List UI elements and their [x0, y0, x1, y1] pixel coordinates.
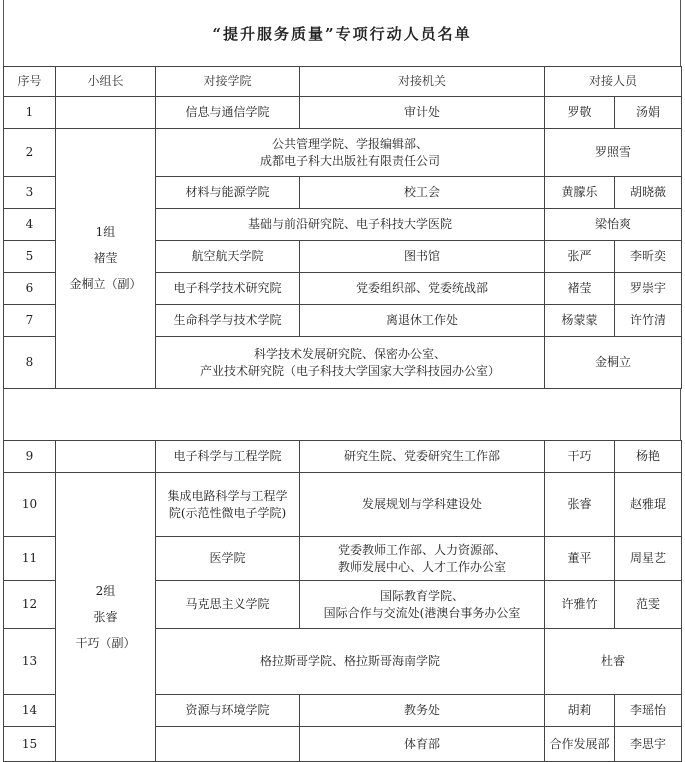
person-cell: 金桐立 — [545, 337, 682, 389]
row-no: 2 — [4, 129, 56, 177]
group-leader-cell — [56, 473, 156, 762]
person-cell: 胡晓薇 — [615, 177, 682, 209]
college-cell: 马克思主义学院 — [156, 581, 300, 629]
merged-line: 公共管理学院、学报编辑部、 — [271, 136, 428, 151]
table-header-row — [4, 67, 682, 97]
group-deputy: 干巧（副） — [75, 635, 136, 650]
row-no: 14 — [4, 695, 56, 727]
roster-table-group-1 — [3, 66, 682, 389]
merged-line: 科学技术发展研究院、保密办公室、 — [253, 346, 446, 361]
person-cell: 范雯 — [615, 581, 682, 629]
college-cell: 医学院 — [156, 537, 300, 581]
row-no: 12 — [4, 581, 56, 629]
college-cell: 电子科学技术研究院 — [156, 273, 300, 305]
group-name: 1组 — [95, 225, 116, 239]
leader-cell-empty — [56, 441, 156, 473]
person-cell: 李瑶怡 — [615, 695, 682, 727]
merged-cell — [156, 337, 545, 389]
college-line: 集成电路科学与工程学 — [167, 488, 288, 503]
college-cell: 电子科学与工程学院 — [156, 441, 300, 473]
college-cell: 航空航天学院 — [156, 241, 300, 273]
person-cell: 李昕奕 — [615, 241, 682, 273]
college-line: 院(示范性微电子学院) — [168, 505, 287, 520]
person-cell: 罗崇宇 — [615, 273, 682, 305]
person-cell: 杜睿 — [545, 629, 682, 695]
office-line: 教师发展中心、人才工作办公室 — [337, 559, 506, 574]
person-cell: 张睿 — [545, 473, 615, 537]
office-cell — [300, 537, 545, 581]
header-college: 对接学院 — [156, 67, 300, 97]
college-cell: 资源与环境学院 — [156, 695, 300, 727]
person-cell: 汤娟 — [615, 97, 682, 129]
person-cell: 许雅竹 — [545, 581, 615, 629]
table-row — [4, 473, 682, 537]
leader-cell-empty — [156, 727, 300, 762]
office-line: 国际合作与交流处(港澳台事务办公室 — [323, 605, 521, 620]
person-cell: 赵雅琨 — [615, 473, 682, 537]
person-cell: 许竹清 — [615, 305, 682, 337]
row-no: 4 — [4, 209, 56, 241]
table-row — [4, 441, 682, 473]
header-person: 对接人员 — [545, 67, 682, 97]
header-no: 序号 — [4, 67, 56, 97]
row-no: 9 — [4, 441, 56, 473]
leader-cell-empty — [56, 97, 156, 129]
person-cell: 黄朦乐 — [545, 177, 615, 209]
college-cell — [156, 473, 300, 537]
roster-document — [3, 0, 681, 761]
row-no: 15 — [4, 727, 56, 762]
header-office: 对接机关 — [300, 67, 545, 97]
row-no: 11 — [4, 537, 56, 581]
row-no: 1 — [4, 97, 56, 129]
person-cell: 梁怡爽 — [545, 209, 682, 241]
person-cell: 张严 — [545, 241, 615, 273]
office-cell: 校工会 — [300, 177, 545, 209]
office-cell: 离退休工作处 — [300, 305, 545, 337]
merged-cell — [156, 129, 545, 177]
office-cell — [300, 581, 545, 629]
person-cell: 干巧 — [545, 441, 615, 473]
college-cell: 材料与能源学院 — [156, 177, 300, 209]
header-leader: 小组长 — [56, 67, 156, 97]
person-cell: 罗照雪 — [545, 129, 682, 177]
table-gap — [3, 389, 681, 440]
office-line: 国际教育学院、 — [379, 588, 464, 603]
row-no: 7 — [4, 305, 56, 337]
group-leader-cell — [56, 129, 156, 389]
group-deputy: 金桐立（副） — [69, 277, 142, 291]
office-cell: 合作发展部 — [545, 727, 615, 762]
person-cell: 杨蒙蒙 — [545, 305, 615, 337]
row-no: 6 — [4, 273, 56, 305]
office-cell: 图书馆 — [300, 241, 545, 273]
row-no: 5 — [4, 241, 56, 273]
group-leader: 张睿 — [93, 609, 118, 624]
person-cell: 褚莹 — [545, 273, 615, 305]
merged-cell: 格拉斯哥学院、格拉斯哥海南学院 — [156, 629, 545, 695]
office-cell: 审计处 — [300, 97, 545, 129]
person-cell: 罗敬 — [545, 97, 615, 129]
person-cell: 杨艳 — [615, 441, 682, 473]
college-cell: 信息与通信学院 — [156, 97, 300, 129]
group-name: 2组 — [95, 583, 116, 598]
table-row — [4, 97, 682, 129]
office-line: 党委教师工作部、人力资源部、 — [337, 542, 506, 557]
group-leader: 褚莹 — [93, 251, 118, 265]
merged-line: 成都电子科大出版社有限责任公司 — [259, 153, 440, 168]
person-cell: 胡莉 — [545, 695, 615, 727]
office-cell: 党委组织部、党委统战部 — [300, 273, 545, 305]
document-title: “提升服务质量”专项行动人员名单 — [3, 0, 681, 66]
row-no: 13 — [4, 629, 56, 695]
row-no: 8 — [4, 337, 56, 389]
office-cell: 研究生院、党委研究生工作部 — [300, 441, 545, 473]
roster-table-group-2 — [3, 440, 682, 762]
person-cell: 周星艺 — [615, 537, 682, 581]
row-no: 3 — [4, 177, 56, 209]
college-cell: 体育部 — [300, 727, 545, 762]
row-no: 10 — [4, 473, 56, 537]
table-row — [4, 129, 682, 177]
merged-cell: 基础与前沿研究院、电子科技大学医院 — [156, 209, 545, 241]
college-cell: 生命科学与技术学院 — [156, 305, 300, 337]
person-cell: 董平 — [545, 537, 615, 581]
office-cell: 教务处 — [300, 695, 545, 727]
person-cell: 李思宇 — [615, 727, 682, 762]
merged-line: 产业技术研究院（电子科技大学国家大学科技园办公室） — [199, 363, 500, 378]
office-cell: 发展规划与学科建设处 — [300, 473, 545, 537]
